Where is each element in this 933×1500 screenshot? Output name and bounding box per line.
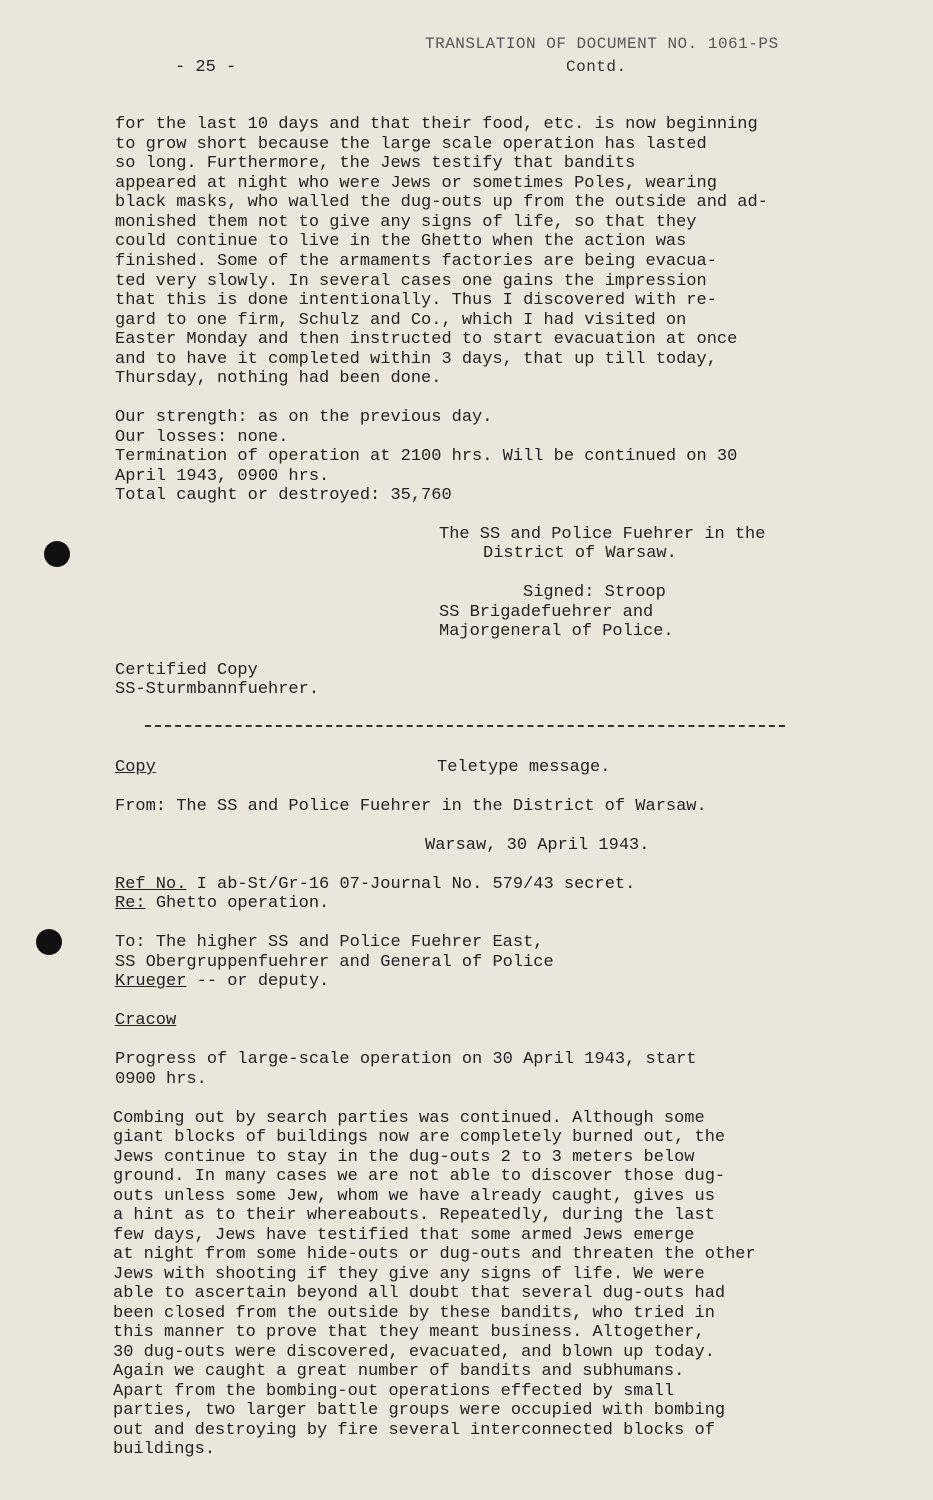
body-line: and to have it completed within 3 days, that up till today,	[115, 350, 717, 369]
body-line: few days, Jews have testified that some armed Jews emerge	[113, 1226, 695, 1245]
signature-line: The SS and Police Fuehrer in the	[439, 525, 766, 544]
signature-line: Majorgeneral of Police.	[439, 622, 674, 641]
body-line: at night from some hide-outs or dug-outs and threaten the other	[113, 1245, 756, 1264]
status-line: Termination of operation at 2100 hrs. Will be continued on 30	[115, 447, 738, 466]
body-line: so long. Furthermore, the Jews testify that bandits	[115, 154, 636, 173]
body-line: appeared at night who were Jews or sometimes Poles, wearing	[115, 174, 717, 193]
body-line: been closed from the outside by these bandits, who tried in	[113, 1304, 715, 1323]
addressee-name: Krueger	[115, 972, 187, 991]
status-line: Our losses: none.	[115, 428, 289, 447]
body-line: black masks, who walled the dug-outs up from the outside and ad-	[115, 193, 768, 212]
body-line: outs unless some Jew, whom we have already caught, gives us	[113, 1187, 715, 1206]
certified-line: Certified Copy	[115, 661, 258, 680]
from-line: From: The SS and Police Fuehrer in the District of Warsaw.	[115, 797, 707, 816]
body-line: ted very slowly. In several cases one gains the impression	[115, 272, 707, 291]
addressee-line	[115, 972, 329, 992]
city-line: Cracow	[115, 1011, 177, 1030]
progress-line: Progress of large-scale operation on 30 April 1943, start	[115, 1050, 697, 1069]
body-line: to grow short because the large scale operation has lasted	[115, 135, 707, 154]
body-line: that this is done intentionally. Thus I discovered with re-	[115, 291, 717, 310]
body-line: a hint as to their whereabouts. Repeatedly, during the last	[113, 1206, 715, 1225]
body-line: Jews with shooting if they give any signs of life. We were	[113, 1265, 705, 1284]
punch-hole-bottom	[36, 929, 62, 955]
separator-dashes	[145, 725, 785, 727]
message-type: Teletype message.	[437, 758, 611, 777]
progress-line: 0900 hrs.	[115, 1070, 207, 1089]
body-line: buildings.	[113, 1440, 216, 1459]
body-line: this manner to prove that they meant business. Altogether,	[113, 1323, 705, 1342]
body-line: giant blocks of buildings now are completely burned out, the	[113, 1128, 726, 1147]
document-title: TRANSLATION OF DOCUMENT NO. 1061-PS	[425, 35, 779, 53]
punch-hole-top	[44, 541, 70, 567]
signature-line: District of Warsaw.	[483, 544, 677, 563]
body-line: for the last 10 days and that their food, etc. is now beginning	[115, 115, 758, 134]
body-line: 30 dug-outs were discovered, evacuated, and blown up today.	[113, 1343, 715, 1362]
dateline: Warsaw, 30 April 1943.	[425, 836, 650, 855]
body-line: Combing out by search parties was continued. Although some	[113, 1109, 705, 1128]
body-line: finished. Some of the armaments factories are being evacua-	[115, 252, 717, 271]
subject-line	[115, 894, 329, 914]
certified-line: SS-Sturmbannfuehrer.	[115, 680, 320, 699]
addressee-line: SS Obergruppenfuehrer and General of Police	[115, 953, 554, 972]
body-line: Again we caught a great number of bandits and subhumans.	[113, 1362, 685, 1381]
body-line: gard to one firm, Schulz and Co., which I had visited on	[115, 311, 687, 330]
ref-label: Ref No.	[115, 875, 187, 894]
ref-text: I ab-St/Gr-16 07-Journal No. 579/43 secret.	[196, 875, 636, 894]
body-line: Apart from the bombing-out operations effected by small	[113, 1382, 675, 1401]
signature-line: Signed: Stroop	[523, 583, 666, 602]
re-label: Re:	[115, 894, 146, 913]
page-number: - 25 -	[175, 58, 237, 77]
re-text: Ghetto operation.	[155, 894, 330, 913]
status-line: April 1943, 0900 hrs.	[115, 467, 330, 486]
status-line: Our strength: as on the previous day.	[115, 408, 493, 427]
body-line: Easter Monday and then instructed to start evacuation at once	[115, 330, 738, 349]
body-line: out and destroying by fire several interconnected blocks of	[113, 1421, 715, 1440]
status-line: Total caught or destroyed: 35,760	[115, 486, 452, 505]
reference-line	[115, 875, 635, 895]
copy-label: Copy	[115, 758, 156, 777]
body-line: could continue to live in the Ghetto when the action was	[115, 232, 687, 251]
body-line: able to ascertain beyond all doubt that several dug-outs had	[113, 1284, 726, 1303]
body-line: monished them not to give any signs of life, so that they	[115, 213, 697, 232]
body-line: parties, two larger battle groups were occupied with bombing	[113, 1401, 726, 1420]
signature-line: SS Brigadefuehrer and	[439, 603, 654, 622]
body-line: ground. In many cases we are not able to discover those dug-	[113, 1167, 726, 1186]
body-line: Jews continue to stay in the dug-outs 2 to 3 meters below	[113, 1148, 695, 1167]
continued-label: Contd.	[566, 58, 627, 76]
addressee-rest: -- or deputy.	[196, 972, 330, 991]
body-line: Thursday, nothing had been done.	[115, 369, 442, 388]
addressee-line: To: The higher SS and Police Fuehrer East,	[115, 933, 544, 952]
